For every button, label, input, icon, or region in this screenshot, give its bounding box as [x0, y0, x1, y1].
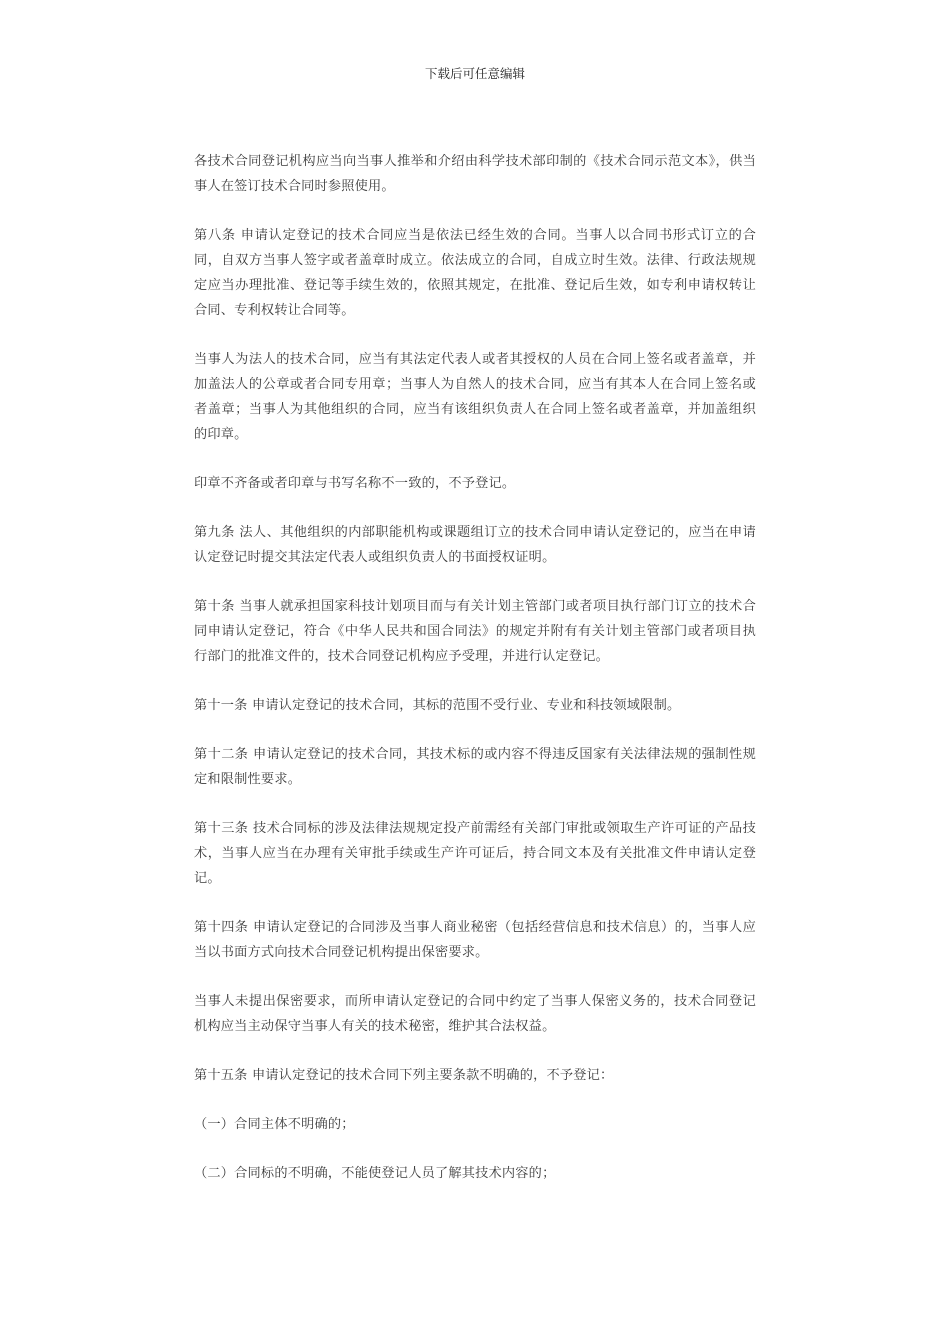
list-item: （二）合同标的不明确，不能使登记人员了解其技术内容的；	[194, 1166, 556, 1181]
paragraph: 当事人未提出保密要求，而所申请认定登记的合同中约定了当事人保密义务的，技术合同登记机构应当主动保守当事人有关的技术秘密，维护其合法权益。	[194, 994, 756, 1034]
document-body	[194, 149, 756, 1210]
paragraph: 第十五条 申请认定登记的技术合同下列主要条款不明确的，不予登记：	[194, 1068, 614, 1083]
paragraph: 第十四条 申请认定登记的合同涉及当事人商业秘密（包括经营信息和技术信息）的，当事人应当以书面方式向技术合同登记机构提出保密要求。	[194, 920, 756, 960]
list-item: （一）合同主体不明确的；	[194, 1117, 355, 1132]
paragraph: 印章不齐备或者印章与书写名称不一致的，不予登记。	[194, 476, 516, 491]
paragraph: 第十三条 技术合同标的涉及法律法规规定投产前需经有关部门审批或领取生产许可证的产品技术，当事人应当在办理有关审批手续或生产许可证后，持合同文本及有关批准文件申请认定登记。	[194, 821, 756, 886]
paragraph: 各技术合同登记机构应当向当事人推举和介绍由科学技术部印制的《技术合同示范文本》，供当事人在签订技术合同时参照使用。	[194, 154, 756, 194]
paragraph: 第八条 申请认定登记的技术合同应当是依法已经生效的合同。当事人以合同书形式订立的合同，自双方当事人签字或者盖章时成立。依法成立的合同，自成立时生效。法律、行政法规规定应当办理批准、登记等手续生效的，依照其规定，在批准、登记后生效，如专利申请权转让合同、专利权转让合同等。	[194, 228, 756, 318]
paragraph: 第十二条 申请认定登记的技术合同，其技术标的或内容不得违反国家有关法律法规的强制性规定和限制性要求。	[194, 747, 756, 787]
paragraph: 当事人为法人的技术合同，应当有其法定代表人或者其授权的人员在合同上签名或者盖章，并加盖法人的公章或者合同专用章；当事人为自然人的技术合同，应当有其本人在合同上签名或者盖章；当事人为其他组织的合同，应当有该组织负责人在合同上签名或者盖章，并加盖组织的印章。	[194, 352, 756, 442]
paragraph: 第十一条 申请认定登记的技术合同，其标的范围不受行业、专业和科技领域限制。	[194, 698, 681, 713]
paragraph: 第十条 当事人就承担国家科技计划项目而与有关计划主管部门或者项目执行部门订立的技术合同申请认定登记，符合《中华人民共和国合同法》的规定并附有有关计划主管部门或者项目执行部门的批准文件的，技术合同登记机构应予受理，并进行认定登记。	[194, 599, 756, 664]
page-header: 下载后可任意编辑	[424, 66, 525, 81]
paragraph: 第九条 法人、其他组织的内部职能机构或课题组订立的技术合同申请认定登记的，应当在申请认定登记时提交其法定代表人或组织负责人的书面授权证明。	[194, 525, 756, 565]
